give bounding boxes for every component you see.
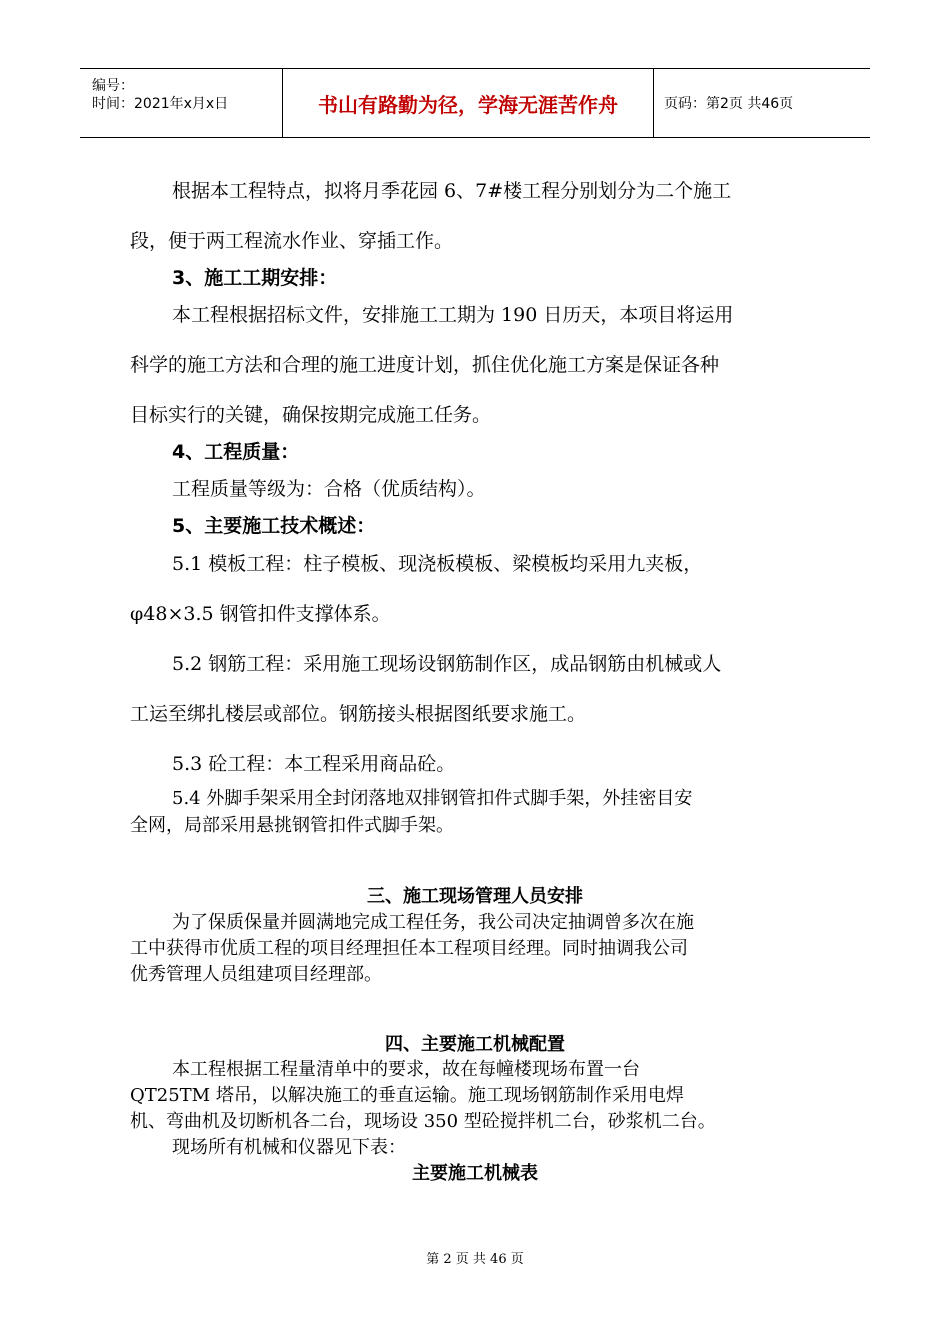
chapter-title: 三、施工现场管理人员安排 [367,886,583,907]
header-motto: 书山有路勤为径，学海无涯苦作舟 [318,92,618,117]
chapter-title: 四、主要施工机械配置 [385,1034,565,1055]
paragraph-line: QT25TM 塔吊，以解决施工的垂直运输。施工现场钢筋制作采用电焊 [130,1085,684,1106]
header-divider [653,69,654,137]
paragraph-line: 5.3 砼工程：本工程采用商品砼。 [172,753,456,775]
paragraph-line: 本工程根据工程量清单中的要求，故在每幢楼现场布置一台 [172,1059,640,1080]
paragraph-line: 根据本工程特点，拟将月季花园 6、7#楼工程分别划分为二个施工 [172,180,732,202]
paragraph-line: 现场所有机械和仪器见下表： [172,1137,406,1158]
section-heading: 5、主要施工技术概述： [172,515,376,537]
section-heading: 4、工程质量： [172,441,300,463]
paragraph-line: 5.4 外脚手架采用全封闭落地双排钢管扣件式脚手架，外挂密目安 [172,788,693,809]
paragraph-line: 段，便于两工程流水作业、穿插工作。 [130,230,454,252]
section-heading: 3、施工工期安排： [172,267,338,289]
header-page-info: 页码：第2页 共46页 [664,96,794,112]
paragraph-line: 机、弯曲机及切断机各二台，现场设 350 型砼搅拌机二台，砂浆机二台。 [130,1111,716,1132]
paragraph-line: φ48×3.5 钢管扣件支撑体系。 [130,603,391,625]
paragraph-line: 为了保质保量并圆满地完成工程任务，我公司决定抽调曾多次在施 [172,912,694,933]
paragraph-line: 工运至绑扎楼层或部位。钢筋接头根据图纸要求施工。 [130,703,587,725]
paragraph-line: 5.2 钢筋工程：采用施工现场设钢筋制作区，成品钢筋由机械或人 [172,653,722,675]
paragraph-line: 5.1 模板工程：柱子模板、现浇板模板、梁模板均采用九夹板， [172,553,703,575]
paragraph-line: 工中获得市优质工程的项目经理担任本工程项目经理。同时抽调我公司 [130,938,688,959]
paragraph-line: 全网，局部采用悬挑钢管扣件式脚手架。 [130,815,454,836]
paragraph-line: 本工程根据招标文件，安排施工工期为 190 日历天，本项目将运用 [172,304,734,326]
document-date: 时间：2021年x月x日 [92,96,229,112]
document-number-label: 编号： [92,78,134,94]
header-meta [80,69,282,137]
paragraph-line: 目标实行的关键，确保按期完成施工任务。 [130,404,492,426]
page-header [80,68,870,138]
table-title: 主要施工机械表 [412,1163,538,1184]
page-footer: 第 2 页 共 46 页 [426,1252,524,1267]
paragraph-line: 科学的施工方法和合理的施工进度计划，抓住优化施工方案是保证各种 [130,354,720,376]
paragraph-line: 优秀管理人员组建项目经理部。 [130,964,382,985]
paragraph-line: 工程质量等级为：合格（优质结构）。 [172,478,486,500]
